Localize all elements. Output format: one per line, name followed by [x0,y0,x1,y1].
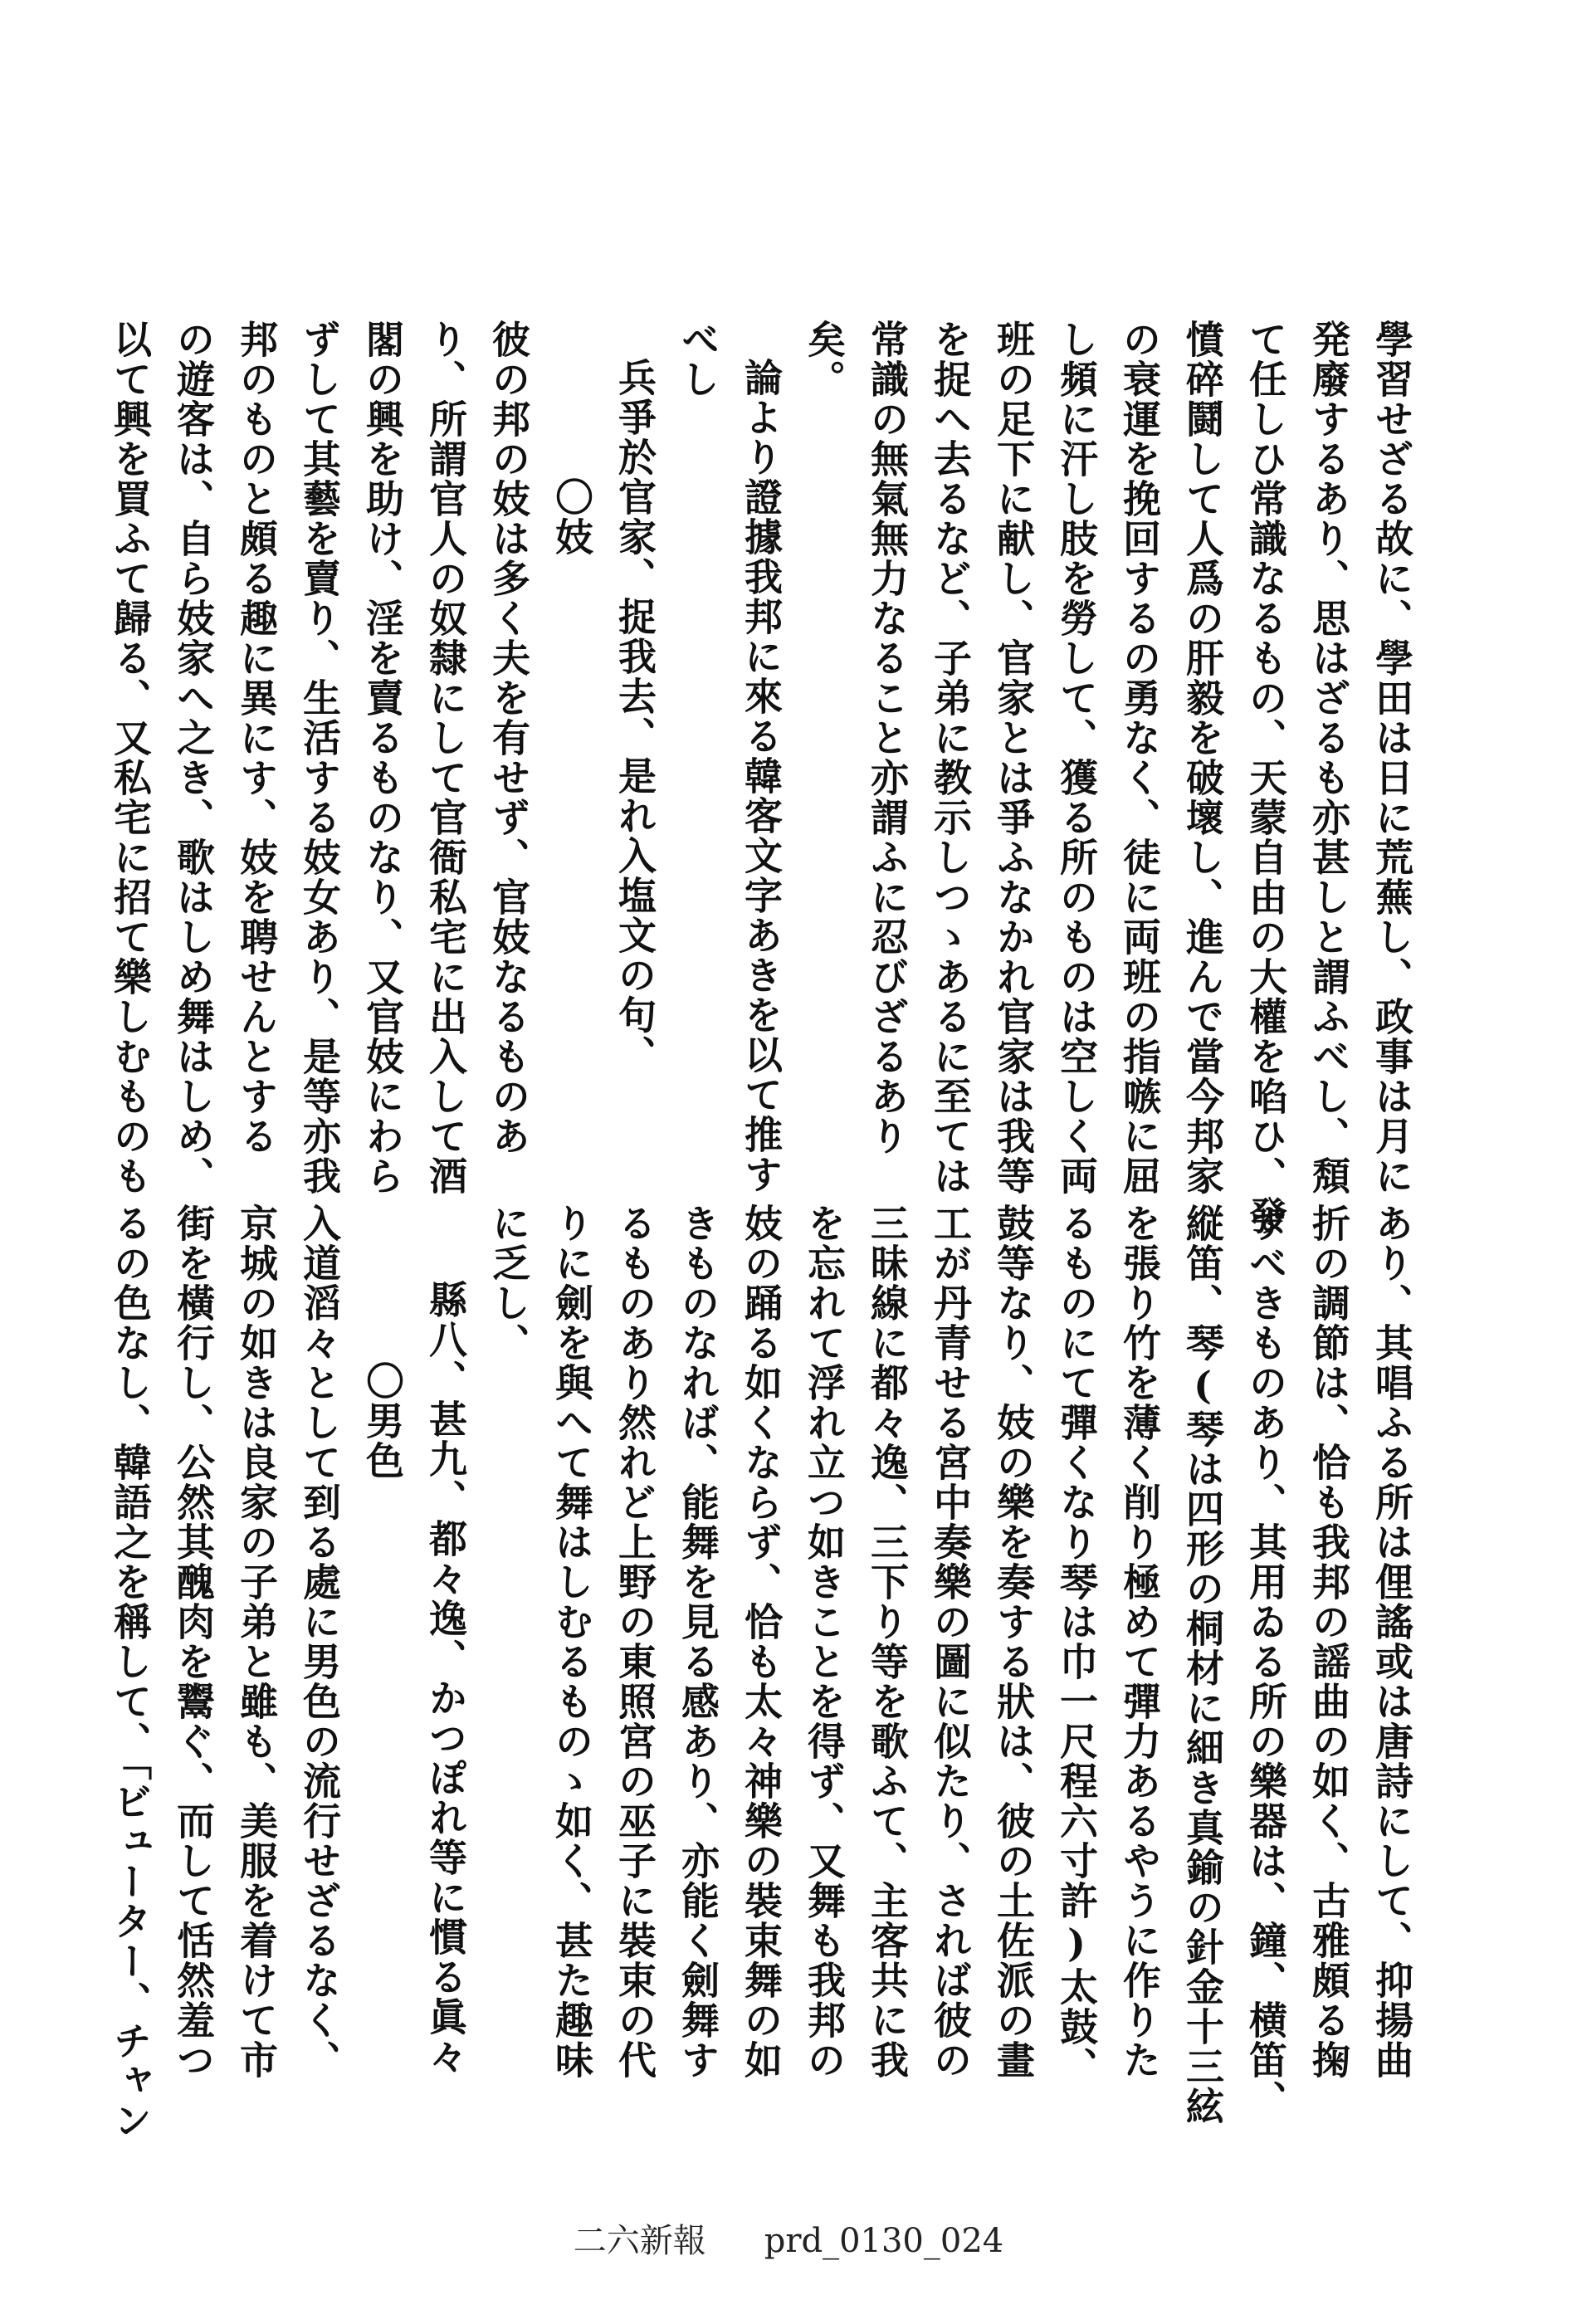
text-column: に乏し、 [486,1204,531,1363]
text-column: を張り竹を薄く削り極めて彈力あるやうに作りた [1117,1204,1162,2080]
text-column: 街を橫行し、公然其醜肉を鬻ぐ、而して恬然羞つ [171,1204,216,2080]
text-column: 彼の邦の妓は多く夫を有せず、官妓なるものあ [486,320,531,1156]
text-column: り、所謂官人の奴隸にして官衙私宅に出入して酒 [423,320,468,1196]
text-column: ずして其藝を賣り、生活する妓女あり、是等亦我 [297,320,342,1196]
text-column: きものなれば、能舞を見る感あり、亦能く劍舞す [676,1204,720,2080]
section-heading-prostitutes: 〇妓 [549,477,594,557]
text-column: るの色なし、韓語之を稱して、「ビューター、チャン [108,1204,153,2141]
text-column: 閣の興を助け、淫を賣るものなり、又官妓にわら [360,320,405,1196]
text-column: 妓の踊る如くならず、恰も太々神樂の裝束舞の如 [739,1204,784,2080]
text-column: すべきものあり、其用ゐる所の樂器は、鐘、横笛、 [1243,1204,1288,2120]
text-column: 京城の如きは良家の子弟と雖も、美服を着けて市 [234,1204,279,2080]
text-column: 論より證據我邦に來る韓客文字あきを以て推す [739,358,784,1194]
text-column: て任しひ常識なるもの、天蒙自由の大權を啗ひ、發 [1243,320,1288,1236]
text-column: し頻に汗し肢を勞して、獲る所のものは空しく両 [1054,320,1099,1196]
text-column: の衰運を挽回するの勇なく、徒に両班の指嗾に屈 [1117,320,1162,1196]
page-footer [0,2214,1577,2262]
text-column: を捉へ去るなど、子弟に教示しつゝあるに至ては [928,320,973,1196]
page-id: prd_0130_024 [764,2222,1004,2260]
text-column: るものにて彈くなり琴は巾一尺程六寸許)太鼓、 [1054,1204,1099,2087]
quote-column: 兵爭於官家、捉我去、是れ入塩文の句、 [613,358,657,1075]
text-column: 常識の無氣無力なること亦謂ふに忍びざるあり [865,320,910,1156]
publication-name: 二六新報 [573,2222,706,2260]
text-column: 邦のものと頗る趣に異にす、妓を聘せんとする [234,320,279,1156]
text-column: の遊客は、自ら妓家へ之き、歌はしめ舞はしめ、 [171,320,216,1196]
text-column: 縦笛、琴(琴は四形の桐材に細き真鍮の針金十三絃 [1180,1204,1225,2126]
text-column: 以て興を買ふて歸る、又私宅に招て樂しむものも [108,320,153,1196]
text-column: 班の足下に献し、官家とは爭ふなかれ官家は我等 [991,320,1036,1196]
text-column: 折の調節は、恰も我邦の謡曲の如く、古雅頗る掬 [1306,1204,1351,2080]
section-heading-male-prostitution: 〇男色 [360,1361,405,1481]
text-column: るものあり然れど上野の東照宮の巫子に裝束の代 [613,1204,657,2080]
lower-text-section [108,1204,1423,2141]
text-column: を忘れて浮れ立つ如きことを得ず、又舞も我邦の [802,1204,847,2080]
text-column: 鼓等なり、妓の樂を奏する狀は、彼の土佐派の畫 [991,1204,1036,2080]
text-column: あり、其唱ふる所は俚謠或は唐詩にして、抑揚曲 [1370,1204,1414,2080]
text-column: 入道滔々として到る處に男色の流行せざるなく、 [297,1204,342,2080]
upper-text-section [108,320,1423,1236]
text-column: 矣。 [802,320,847,399]
text-column: 學習せざる故に、學田は日に荒蕪し、政事は月に [1370,320,1414,1196]
text-column: 憤碎鬪して人爲の肝毅を破壞し、進んで當今邦家 [1180,320,1225,1196]
text-column: べし [676,320,720,399]
text-column: りに劍を與へて舞はしむるものゝ如く、甚た趣味 [549,1204,594,2080]
quote-column: 縣八、甚九、都々逸、かつぽれ等に慣る眞々 [423,1280,468,2077]
text-column: 発廢するあり、思はざるも亦甚しと謂ふべし、頽 [1306,320,1351,1196]
text-column: 工が丹青せる宮中奏樂の圖に似たり、されば彼の [928,1204,973,2080]
text-column: 三昧線に都々逸、三下り等を歌ふて、主客共に我 [865,1204,910,2080]
